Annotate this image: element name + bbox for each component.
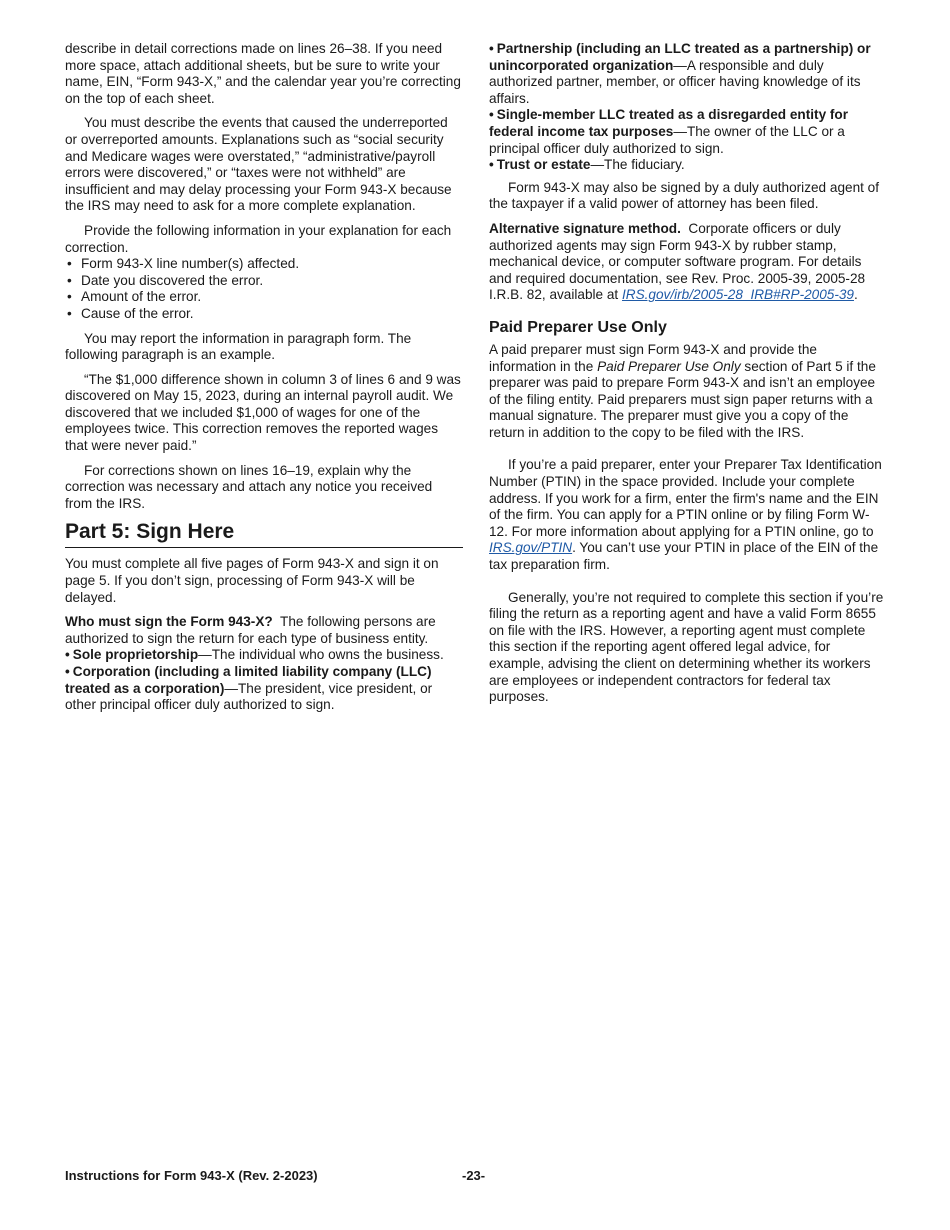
text: If you’re a paid preparer, enter your Preparer Tax Identification Number (PTIN) in the space provided. Include your complete address. If you work for a firm, enter the firm's name and the EIN of the firm. You can apply for a PTIN online or by filing Form W-12. For more information about applying for a PTIN online, go to: [489, 457, 882, 539]
who-must-sign-text: The following persons are authorized to sign the return for each type of business entity.: [65, 614, 436, 646]
entity-partnership: • Partnership (including an LLC treated as a partnership) or unincorporated organization—A responsible and duly authorized partner, member, or officer having knowledge of its affairs.: [489, 41, 871, 106]
entity-name: Sole proprietorship: [72, 647, 199, 663]
text: A paid preparer must sign Form 943-X and provide the information in the: [489, 341, 817, 374]
entity-signer: —The owner of the LLC or a principal officer duly authorized to sign.: [489, 123, 845, 156]
entity-name: Partnership (including an LLC treated as a partnership) or unincorporated organization: [489, 41, 871, 73]
text: . You can’t use your PTIN in place of the EIN of the tax preparation firm.: [489, 540, 879, 573]
part5-heading: Part 5: Sign Here: [65, 520, 463, 548]
entity-signer: —The fiduciary.: [590, 157, 685, 173]
paid-preparer-heading: Paid Preparer Use Only: [489, 318, 667, 336]
section-name: Paid Preparer Use Only: [597, 358, 741, 374]
entity-sole-proprietorship: • Sole proprietorship—The individual who owns the business.: [65, 647, 444, 663]
paragraph: describe in detail corrections made on lines 26–38. If you need more space, attach additional sheets, but be sure to write your name, EIN, “Form 943-X,” and the calendar year you’re correcting on the top of each sheet.: [65, 41, 461, 106]
entity-name: Corporation (including a limited liability company (LLC) treated as a corporation): [65, 664, 432, 696]
paragraph: You may report the information in paragraph form. The following paragraph is an example.: [65, 330, 412, 363]
paragraph: You must complete all five pages of Form 943-X and sign it on page 5. If you don’t sign, processing of Form 943-X will be delayed.: [65, 556, 439, 605]
irs-ptin-link[interactable]: IRS.gov/PTIN: [489, 540, 573, 556]
entity-corporation: • Corporation (including a limited liability company (LLC) treated as a corporation)—The president, vice president, or other principal officer duly authorized to sign.: [65, 664, 433, 713]
list-item: • Amount of the error.: [65, 289, 463, 306]
entity-trust: • Trust or estate—The fiduciary.: [489, 157, 685, 173]
footer-title: Instructions for Form 943-X (Rev. 2-2023): [65, 1168, 318, 1183]
paragraph: Provide the following information in your explanation for each correction.: [65, 222, 452, 255]
alternative-signature-text: Corporate officers or duly authorized agents may sign Form 943-X by rubber stamp, mechanical device, or computer software program. For details and required documentation, see Rev. Proc. 2005-39, 2005-28 I.R.B. 82, available at: [489, 220, 866, 303]
entity-signer: —The president, vice president, or other principal officer duly authorized to sign.: [65, 680, 433, 713]
list-item: • Cause of the error.: [65, 306, 463, 323]
paragraph: Form 943-X may also be signed by a duly authorized agent of the taxpayer if a valid power of attorney has been filed.: [489, 179, 880, 212]
entity-signer: —The individual who owns the business.: [198, 647, 444, 663]
entity-single-member-llc: • Single-member LLC treated as a disregarded entity for federal income tax purposes—The owner of the LLC or a principal officer duly authorized to sign.: [489, 107, 849, 156]
right-column: [489, 41, 887, 714]
alternative-signature-heading: Alternative signature method.: [489, 220, 681, 236]
paragraph: You must describe the events that caused the underreported or overreported amounts. Explanations such as “social security and Medicare wages were overstated,” “administrative/payroll errors were discovered,” or “taxes were not withheld” are insufficient and may delay processing your Form 943-X because the IRS may need to ask for a more complete explanation.: [65, 115, 452, 214]
list-item: • Date you discovered the error.: [65, 273, 463, 290]
irs-irb-link[interactable]: IRS.gov/irb/2005-28_IRB#RP-2005-39: [622, 287, 854, 303]
who-must-sign-paragraph: [65, 614, 463, 647]
alternative-signature-paragraph: [489, 221, 887, 304]
text: section of Part 5 if the preparer was paid to prepare Form 943-X and isn’t an employee of the filing entity. Paid preparers must sign paper returns with a manual signature. The preparer must give you a copy of the return in addition to the copy to be filed with the IRS.: [489, 358, 876, 440]
entity-name: Trust or estate: [496, 157, 591, 173]
left-column: [65, 41, 463, 714]
correction-info-list: [65, 256, 463, 322]
entity-name: Single-member LLC treated as a disregarded entity for federal income tax purposes: [489, 107, 849, 139]
paragraph: Generally, you’re not required to complete this section if you’re filing the return as a reporting agent and have a valid Form 8655 on file with the IRS. However, a reporting agent must complete this section if the reporting agent offered legal advice, for example, advising the client on determining whether its workers are employees or independent contractors for federal tax purposes.: [489, 589, 884, 705]
paid-preparer-paragraph: [489, 342, 887, 442]
page-number: -23-: [462, 1168, 486, 1183]
punctuation: .: [853, 287, 858, 303]
ptin-paragraph: [489, 457, 887, 573]
list-item: • Form 943-X line number(s) affected.: [65, 256, 463, 273]
entity-signer: —A responsible and duly authorized partner, member, or officer having knowledge of its affairs.: [489, 57, 861, 106]
paragraph: For corrections shown on lines 16–19, explain why the correction was necessary and attach any notice you received from the IRS.: [65, 462, 433, 511]
who-must-sign-heading: Who must sign the Form 943-X?: [65, 614, 273, 630]
example-paragraph: “The $1,000 difference shown in column 3 of lines 6 and 9 was discovered on May 15, 2023, during an internal payroll audit. We discovered that we included $1,000 of wages for one of the employees twice. This correction removes the reported wages that were never paid.”: [65, 371, 461, 454]
